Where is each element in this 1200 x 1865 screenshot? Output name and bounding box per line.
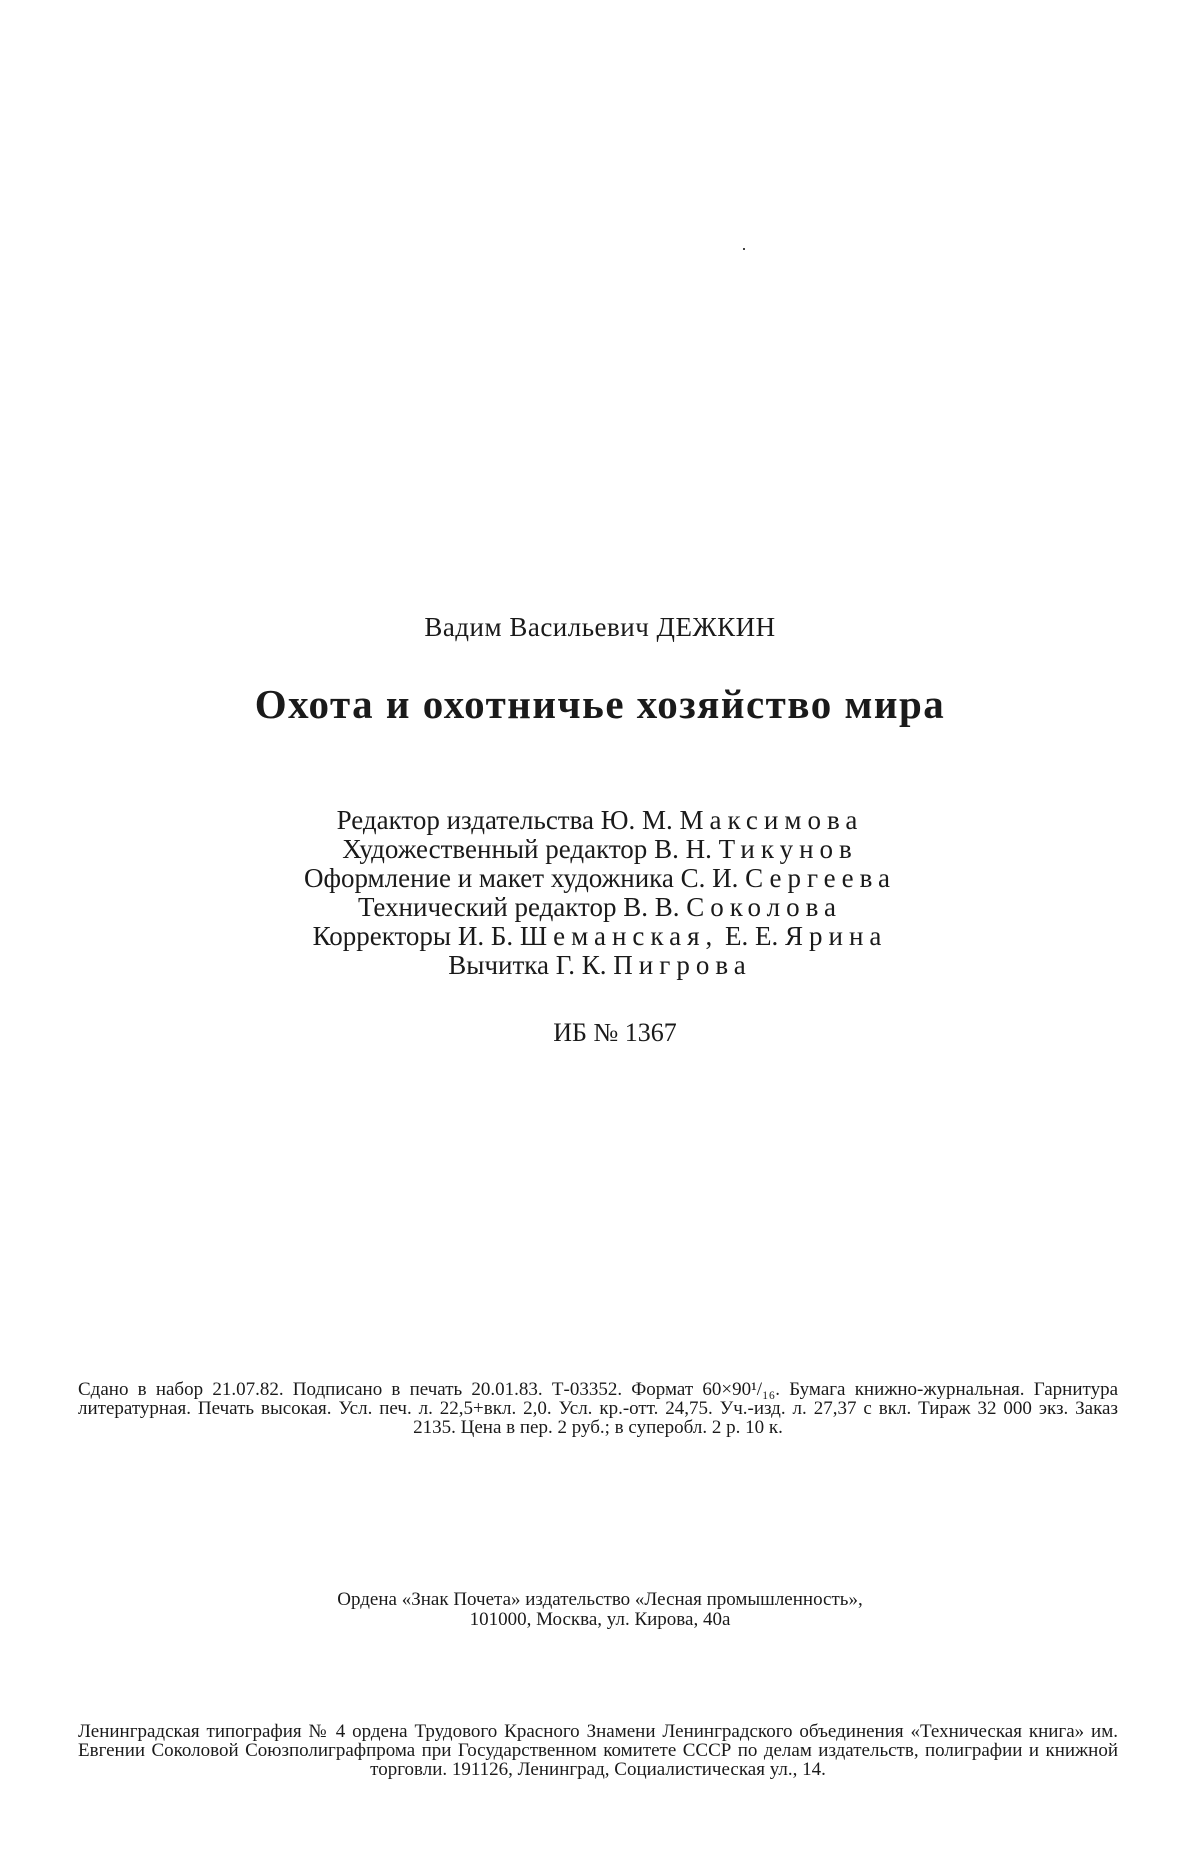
author-name: Вадим Васильевич ДЕЖКИН [424,612,776,642]
credit-surname: Соколова [686,892,843,922]
credit-surname: Шеманская, [519,921,719,951]
credit-checking [0,951,1200,980]
credit-proofreaders [0,922,1200,951]
credit-role: Художественный редактор [342,834,648,864]
credit-initials: Г. К. [555,950,607,980]
publisher-block [0,1590,1200,1630]
ib-number: ИБ № 1367 [553,1018,677,1047]
credit-art-editor [0,835,1200,864]
credit-initials: В. Н. [654,834,712,864]
publisher-address: 101000, Москва, ул. Кирова, 40а [469,1609,731,1630]
credit-role: Вычитка [448,950,549,980]
credit-initials-2: Е. Е. [725,921,779,951]
credit-initials: Ю. М. [600,805,673,835]
credit-role: Оформление и макет художника [303,863,674,893]
credit-design [0,864,1200,893]
credit-role: Технический редактор [357,892,617,922]
credit-surname: Максимова [679,805,864,835]
book-title: Охота и охотничье хозяйство мира [254,681,946,727]
credit-initials: И. Б. [457,921,514,951]
credit-initials: С. И. [680,863,739,893]
publisher-name: Ордена «Знак Почета» издательство «Лесная промышленность», [337,1589,863,1610]
credit-surname-2: Ярина [785,921,888,951]
credit-role: Редактор издательства [336,805,594,835]
imprint-details: Сдано в набор 21.07.82. Подписано в печать 20.01.83. Т-03352. Формат 60×90¹/₁₆. Бумага книжно-журнальная. Гарнитура литературная. Печать высокая. Усл. печ. л. 22,5+вкл. 2,0. Усл. кр.-отт. 24,75. Уч.-изд. л. 27,37 с вкл. Тираж 32 000 экз. Заказ 2135. Цена в пер. 2 руб.; в суперобл. 2 р. 10 к. [78,1379,1118,1438]
credit-initials: В. В. [623,892,680,922]
credit-surname: Пигрова [613,950,752,980]
credits-block [0,806,1200,980]
credit-surname: Тикунов [718,834,858,864]
credit-role: Корректоры [312,921,452,951]
print-speck [743,248,745,250]
credit-tech-editor [0,893,1200,922]
credit-editor [0,806,1200,835]
credit-surname: Сергеева [745,863,897,893]
printer-details: Ленинградская типография № 4 ордена Трудового Красного Знамени Ленинградского объединения «Техническая книга» им. Евгении Соколовой Союзполиграфпрома при Государственном комитете СССР по делам издательств, полиграфии и книжной торговли. 191126, Ленинград, Социалистическая ул., 14. [78,1721,1118,1780]
